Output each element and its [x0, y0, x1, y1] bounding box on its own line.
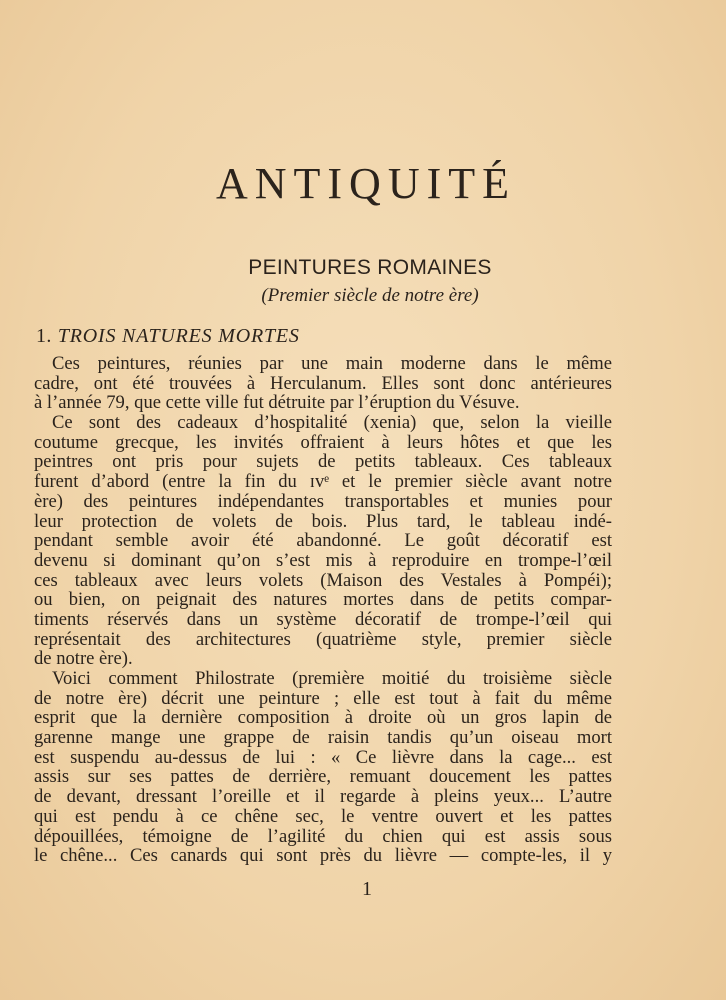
text-line: qui est pendu à ce chêne sec, le ventre ouvert et les pattes [34, 805, 612, 827]
text-line: ou bien, on peignait des natures mortes dans de petits compar- [34, 589, 612, 611]
text-line: Ce sont des cadeaux d’hospitalité (xenia) que, selon la vieille [52, 412, 612, 434]
text-line: Voici comment Philostrate (première moitié du troisième siècle [52, 668, 612, 689]
section-title: PEINTURES ROMAINES [248, 256, 492, 279]
text-line: de notre ère). [34, 648, 133, 670]
paragraph [34, 413, 612, 669]
text-line: cadre, ont été trouvées à Herculanum. Elles sont donc antérieures [34, 372, 612, 394]
text-line: représentait des architectures (quatrième style, premier siècle [34, 628, 612, 650]
text-line: leur protection de volets de bois. Plus tard, le tableau indé- [34, 510, 612, 532]
text-line: coutume grecque, les invités offraient à leurs hôtes et que les [34, 431, 612, 453]
paragraph [34, 669, 612, 866]
text-line: peintres ont pris pour sujets de petits tableaux. Ces tableaux [34, 451, 612, 473]
article-number: 1. [36, 325, 52, 347]
article-title: TROIS NATURES MORTES [57, 325, 300, 347]
text-line: ces tableaux avec leurs volets (Maison des Vestales à Pompéi); [34, 569, 612, 591]
text-line: esprit que la dernière composition à droite où un gros lapin de [34, 707, 612, 729]
section-subtitle: (Premier siècle de notre ère) [261, 285, 479, 306]
chapter-title: ANTIQUITÉ [215, 159, 517, 208]
text-line: garenne mange une grappe de raisin tandis qu’un oiseau mort [34, 727, 612, 749]
text-line: est suspendu au-dessus de lui : « Ce lièvre dans la cage... est [34, 746, 612, 768]
text-line: assis sur ses pattes de derrière, remuant doucement les pattes [34, 766, 612, 788]
page-number: 1 [362, 878, 372, 900]
text-line: dépouillées, témoigne de l’agilité du chien qui est assis sous [34, 825, 612, 847]
article-heading [36, 325, 300, 348]
text-line: ère) des peintures indépendantes transportables et munies pour [34, 490, 612, 512]
text-line: le chêne... Ces canards qui sont près du lièvre — compte-les, il y [34, 845, 612, 867]
text-line: de devant, dressant l’oreille et il regarde à pleins yeux... L’autre [34, 786, 612, 808]
text-line: Ces peintures, réunies par une main moderne dans le même [52, 353, 612, 374]
text-line: furent d’abord (entre la fin du ɪᴠᵉ et le premier siècle avant notre [34, 471, 612, 493]
text-line: pendant semble avoir été abandonné. Le goût décoratif est [34, 530, 612, 552]
paragraph [34, 354, 612, 413]
text-line: timents réservés dans un système décoratif de trompe-l’œil qui [34, 608, 612, 630]
text-line: de notre ère) décrit une peinture ; elle est tout à fait du même [34, 687, 612, 709]
body-text [34, 354, 612, 866]
text-line: devenu si dominant qu’on s’est mis à reproduire en trompe-l’œil [34, 549, 612, 571]
text-line: à l’année 79, que cette ville fut détruite par l’éruption du Vésuve. [34, 392, 520, 414]
